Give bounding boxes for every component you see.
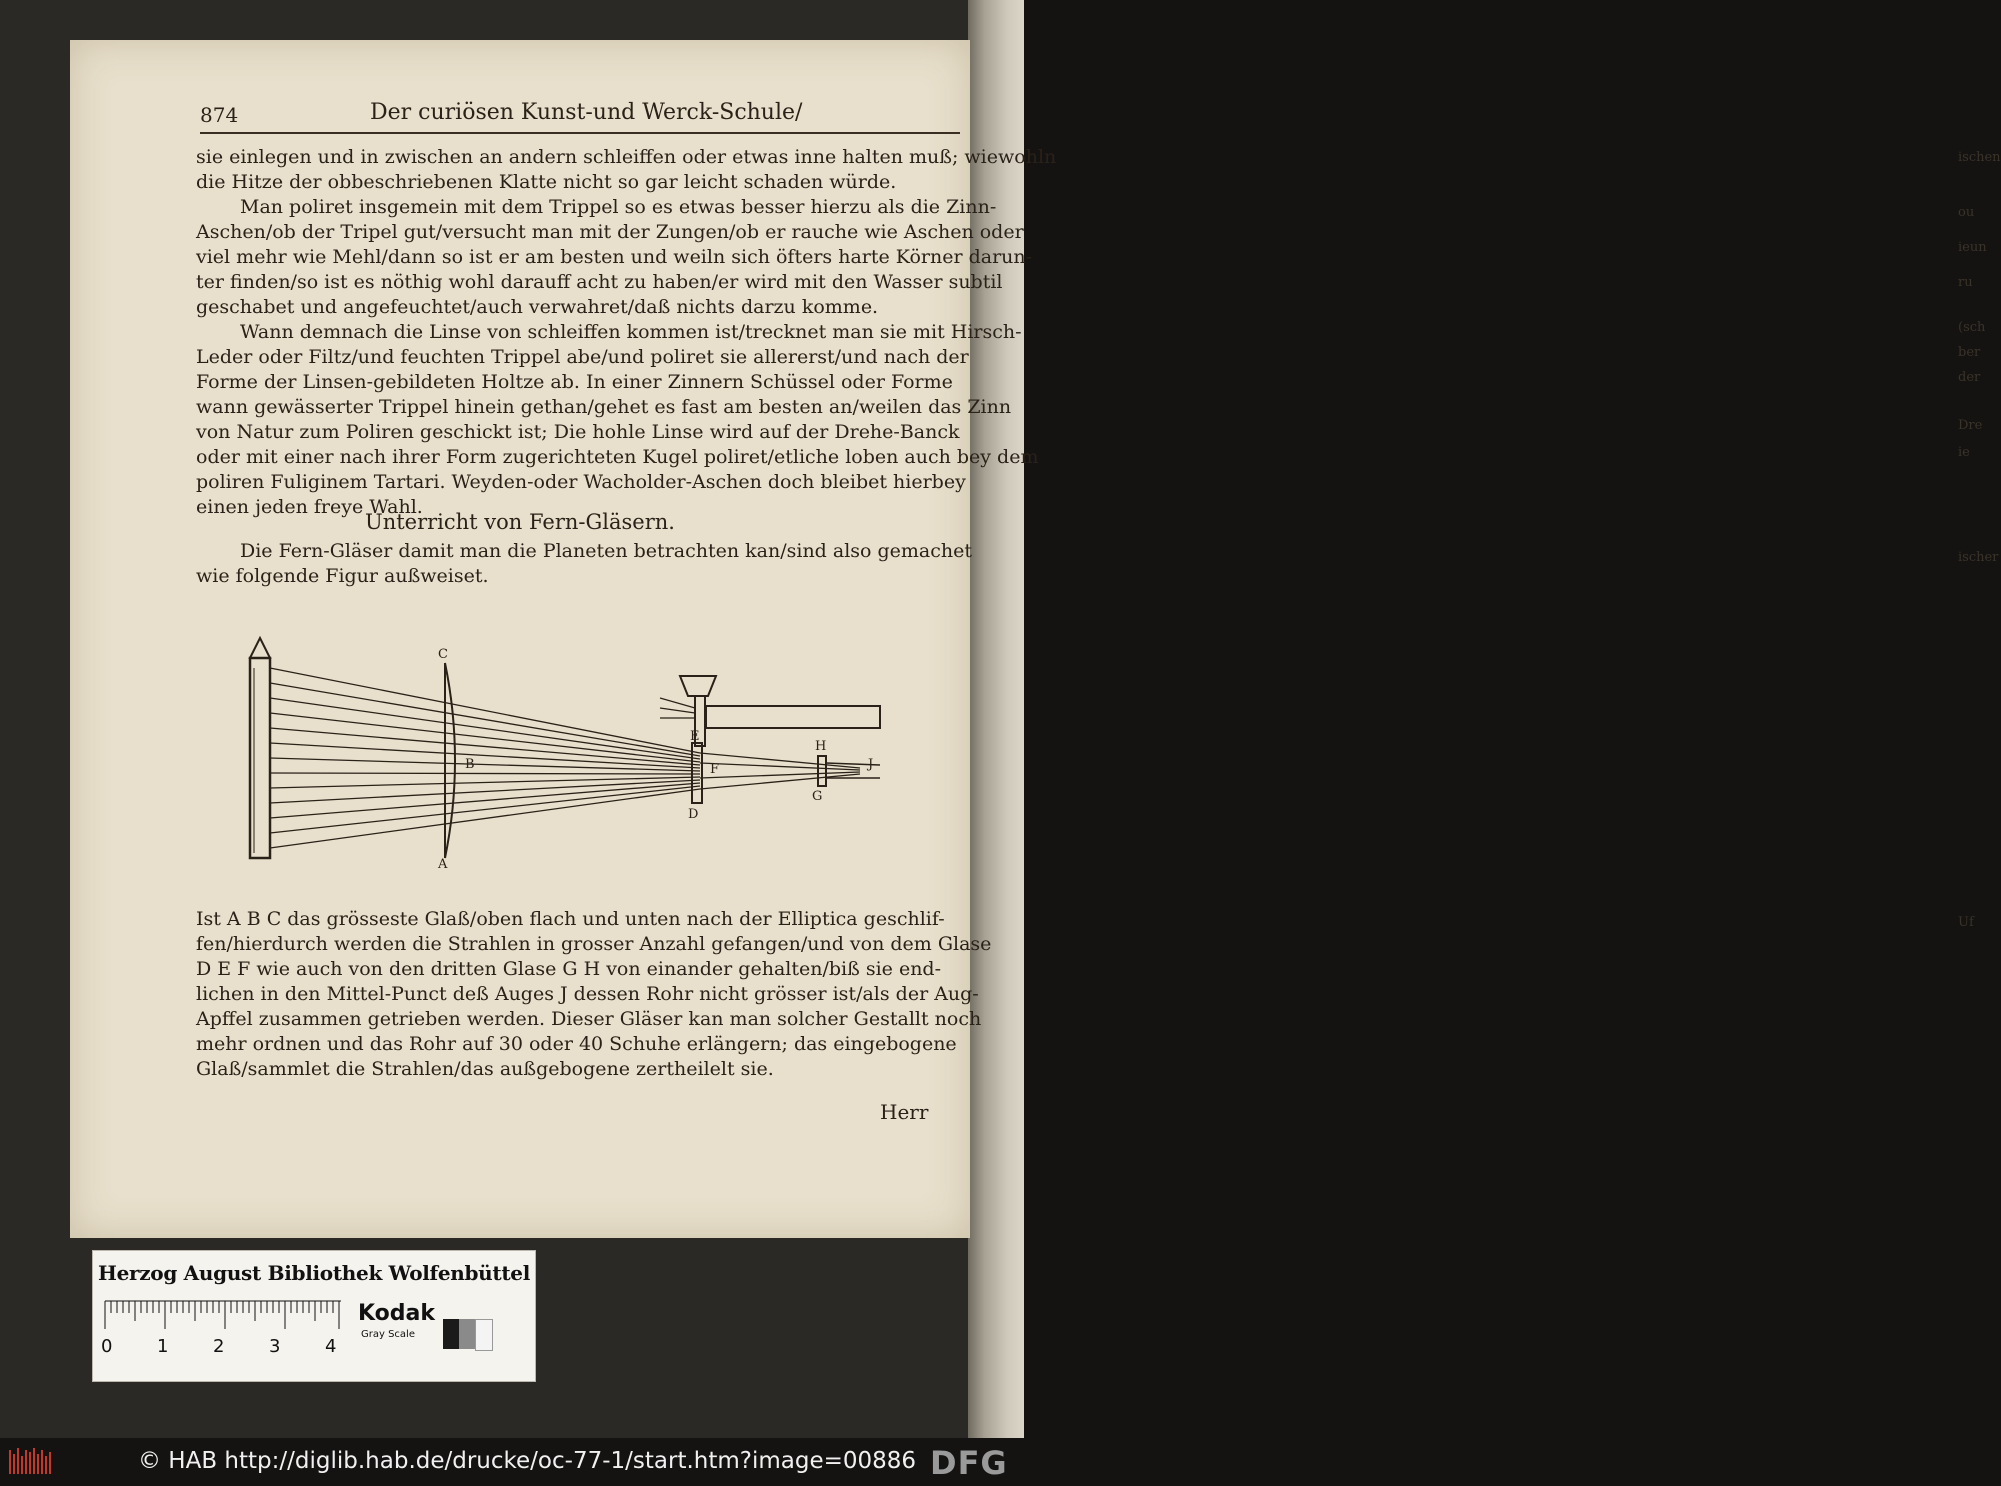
body-line: Wann demnach die Linse von schleiffen kommen ist/trecknet man sie mit Hirsch- [240,321,1022,343]
section-heading: Unterricht von Fern-Gläsern. [365,510,675,534]
adjacent-text: ru [1958,275,1973,290]
body-line: von Natur zum Poliren geschickt ist; Die hohle Linse wird auf der Drehe-Banck [196,421,960,443]
body-line: sie einlegen und in zwischen an andern schleiffen oder etwas inne halten muß; wiewohln [196,146,1057,168]
adjacent-text: der [1958,370,1981,385]
body-line: die Hitze der obbeschriebenen Klatte nicht so gar leicht schaden würde. [196,171,897,193]
figure-label: G [812,789,823,804]
adjacent-text: ie [1958,445,1970,460]
explanation-line: lichen in den Mittel-Punct deß Auges J dessen Rohr nicht grösser ist/als der Aug- [196,983,979,1005]
ruler-number: 1 [157,1336,169,1357]
figure-label: B [465,757,475,772]
header-rule [200,132,960,134]
gray-scale-label: Gray Scale [361,1329,415,1340]
copyright-url[interactable]: © HAB http://diglib.hab.de/drucke/oc-77-1/start.htm?image=00886 [138,1448,917,1474]
explanation-line: mehr ordnen und das Rohr auf 30 oder 40 Schuhe erlängern; das eingebogene [196,1033,957,1055]
explanation-line: Glaß/sammlet die Strahlen/das außgebogene zertheilelt sie. [196,1058,774,1080]
body-line: Forme der Linsen-gebildeten Holtze ab. In einer Zinnern Schüssel oder Forme [196,371,953,393]
catchword: Herr [880,1100,929,1124]
body-line: oder mit einer nach ihrer Form zugerichteten Kugel poliret/etliche loben auch bey dem [196,446,1039,468]
objective-lens [445,663,455,858]
figure-label: E [690,729,700,744]
adjacent-text: ischen [1958,150,2001,165]
body-line: Aschen/ob der Tripel gut/versucht man mit der Zungen/ob er rauche wie Aschen oder [196,221,1024,243]
running-head: Der curiösen Kunst-und Werck-Schule/ [370,100,803,125]
body-line: Leder oder Filtz/und feuchten Trippel abe/und poliret sie allererst/und nach der [196,346,969,368]
observed-object [250,638,270,858]
figure-label: F [710,762,720,777]
explanation-line: Apffel zusammen getrieben werden. Dieser Gläser kan man solcher Gestallt noch [196,1008,982,1030]
explanation-line: fen/hierdurch werden die Strahlen in grosser Anzahl gefangen/und von dem Glase [196,933,992,955]
swatch-black [443,1319,459,1349]
body-line: viel mehr wie Mehl/dann so ist er am besten und weiln sich öfters harte Körner darun- [196,246,1033,268]
ruler-number: 3 [269,1336,281,1357]
viewer-footer [0,1438,1024,1486]
body-line: Man poliret insgemein mit dem Trippel so es etwas besser hierzu als die Zinn- [240,196,997,218]
adjacent-text: Dre [1958,418,1983,433]
explanation-line: Ist A B C das grösseste Glaß/oben flach und unten nach der Elliptica geschlif- [196,908,945,930]
dfg-logo: DFG [930,1444,1008,1482]
page-number: 874 [200,103,239,127]
ruler-number: 0 [101,1336,113,1357]
ruler-number: 2 [213,1336,225,1357]
hab-barcode-icon [8,1446,52,1478]
body-line: einen jeden freye Wahl. [196,496,423,518]
body-line: geschabet und angefeuchtet/auch verwahret/daß nichts darzu komme. [196,296,879,318]
kodak-brand: Kodak [358,1301,435,1326]
section-line: wie folgende Figur außweiset. [196,565,489,587]
figure-label: A [438,857,448,872]
figure-label: J [868,757,874,772]
adjacent-text: ou [1958,205,1975,220]
adjacent-text: ieun [1958,240,1987,255]
color-calibration-card [92,1250,536,1382]
body-line: poliren Fuliginem Tartari. Weyden-oder Wacholder-Aschen doch bleibet hierbey [196,471,966,493]
adjacent-text: ber [1958,345,1981,360]
adjacent-text: ischer [1958,550,1999,565]
adjacent-text: Uf [1958,915,1974,930]
figure-label: H [815,739,827,754]
telescope-woodcut-figure [240,628,880,873]
light-rays [270,668,860,848]
swatch-white [475,1319,493,1351]
figure-label: C [438,647,448,662]
explanation-line: D E F wie auch von den dritten Glase G H von einander gehalten/biß sie end- [196,958,942,980]
section-line: Die Fern-Gläser damit man die Planeten betrachten kan/sind also gemachet [240,540,973,562]
adjacent-text: (sch [1958,320,1986,335]
figure-label: D [688,807,699,822]
swatch-gray [459,1319,475,1349]
ruler-number: 4 [325,1336,337,1357]
card-title: Herzog August Bibliothek Wolfenbüttel [97,1261,531,1285]
gray-swatches [443,1319,493,1349]
book-page [70,40,1057,1238]
body-line: wann gewässerter Trippel hinein gethan/gehet es fast am besten an/weilen das Zinn [196,396,1012,418]
body-line: ter finden/so ist es nöthig wohl darauff acht zu haben/er wird mit den Wasser subtil [196,271,1003,293]
